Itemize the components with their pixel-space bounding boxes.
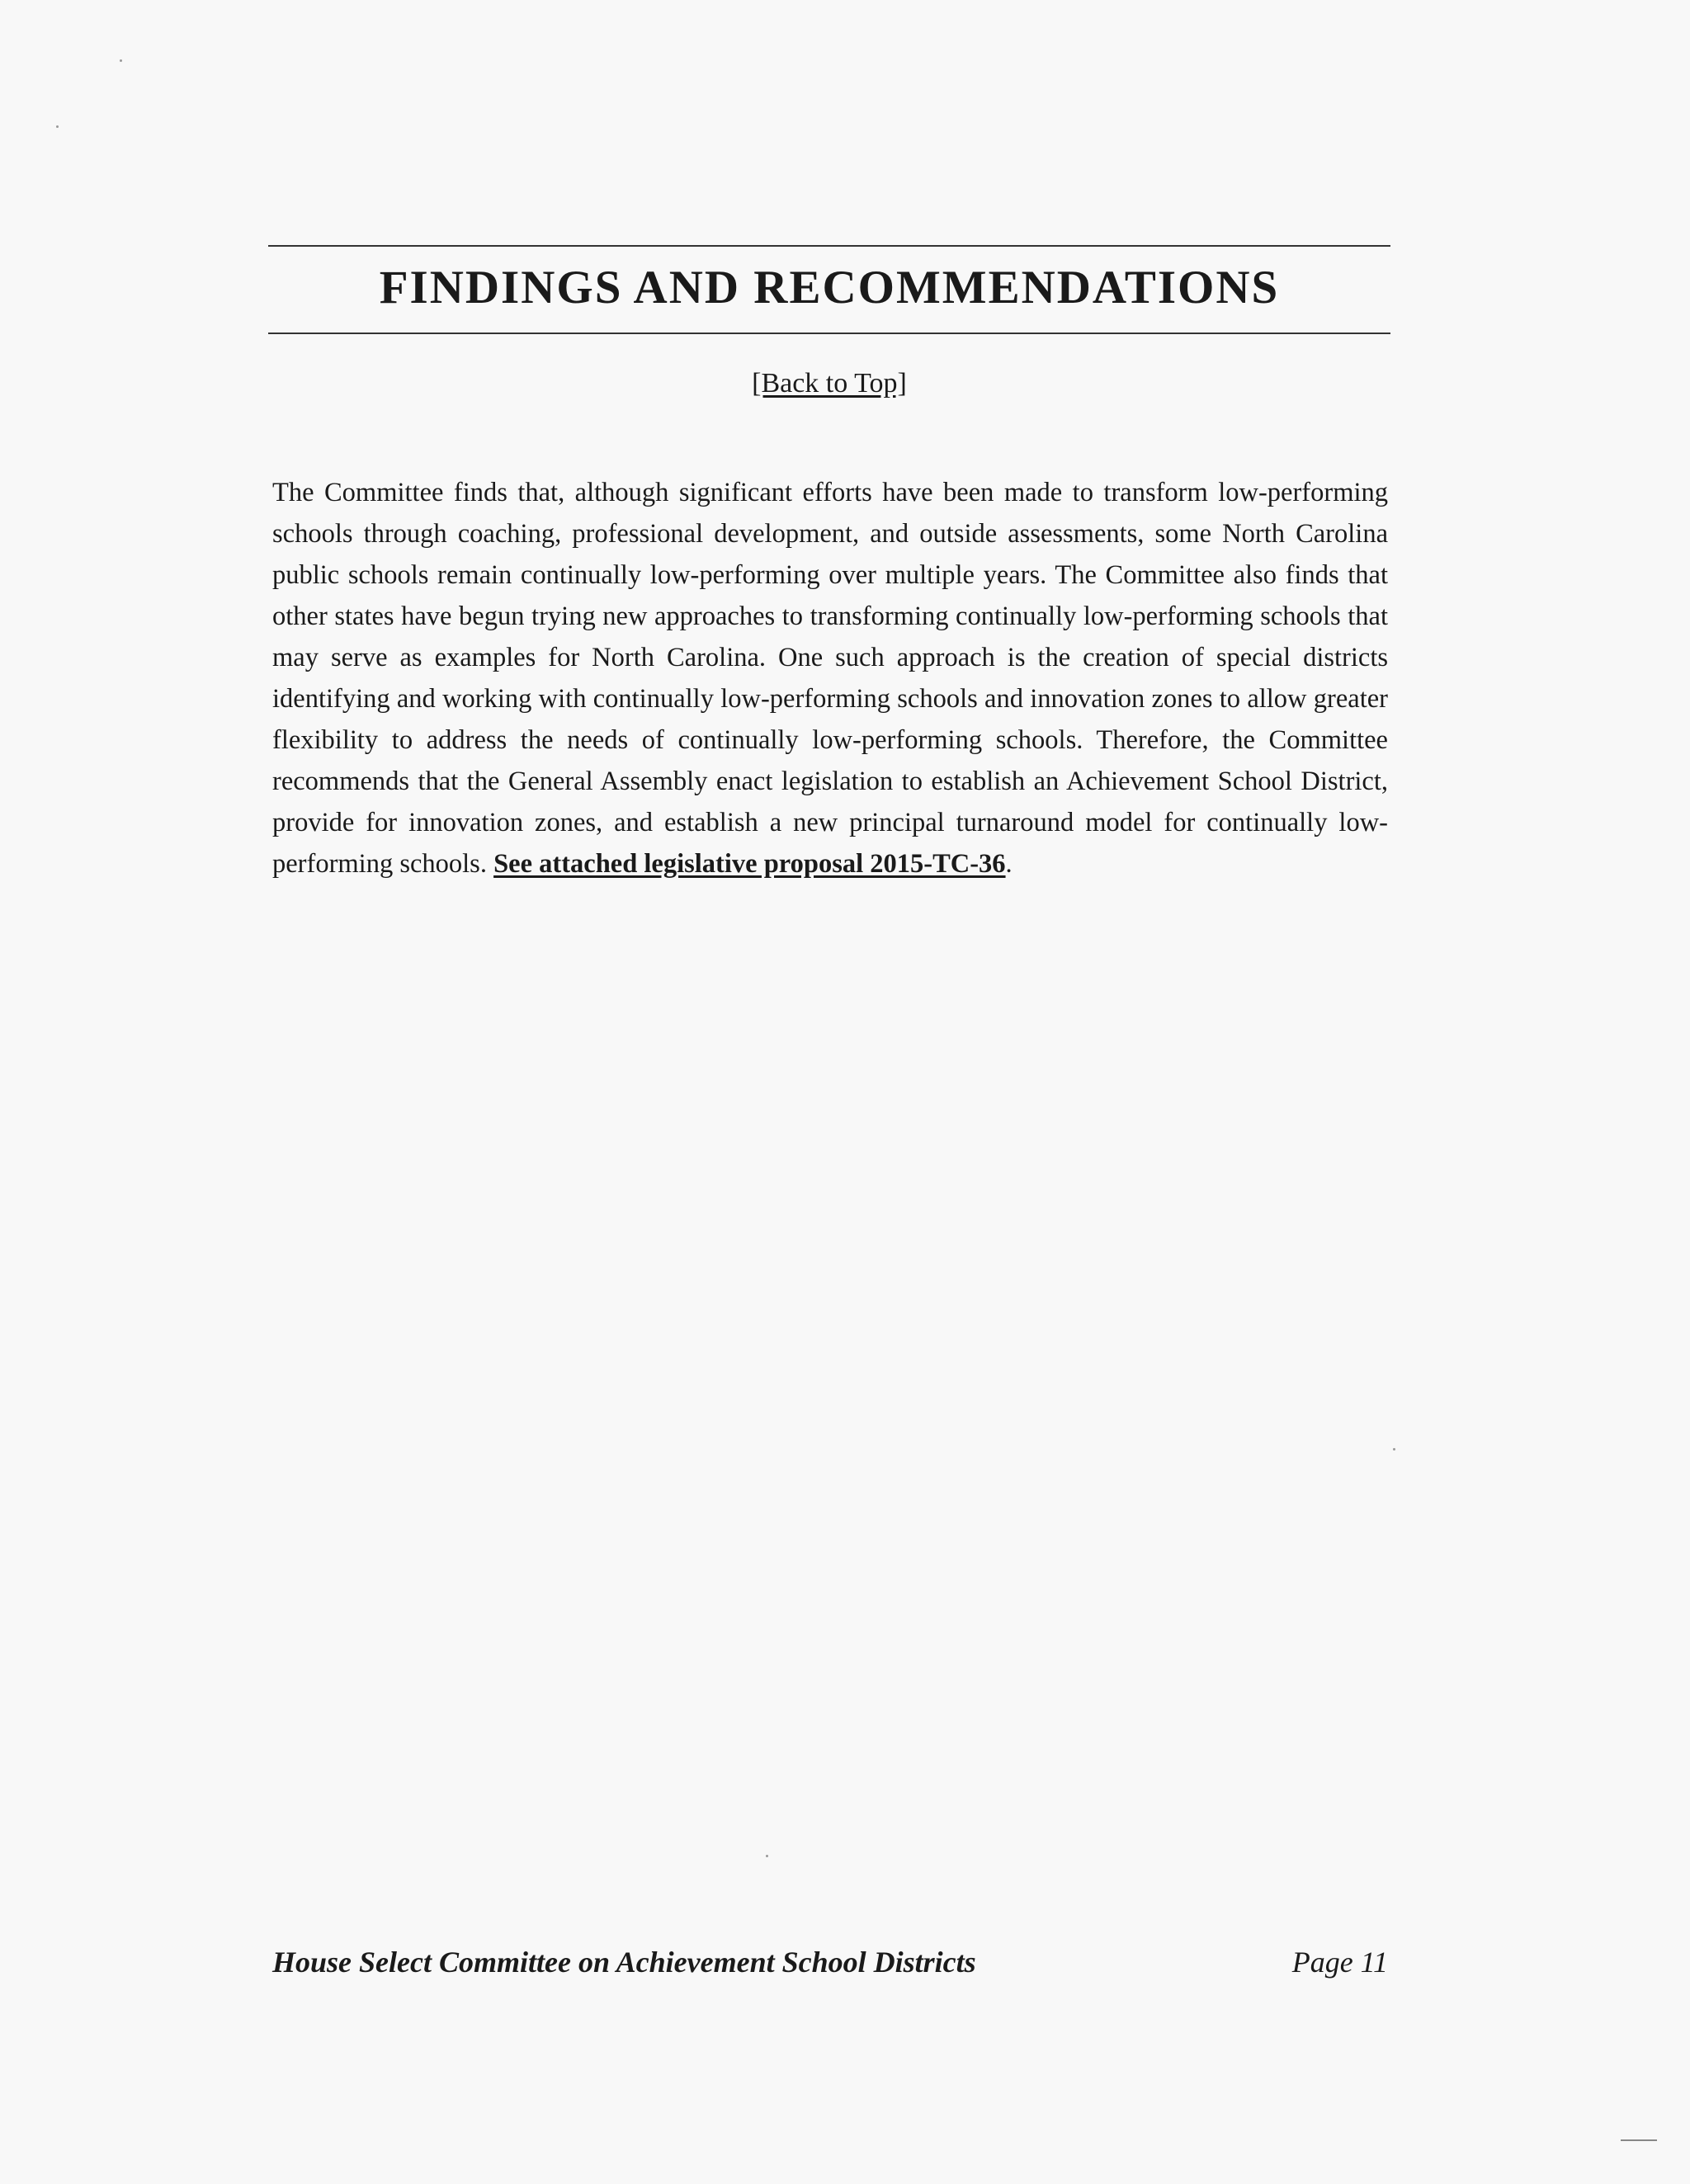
legislative-proposal-link[interactable]: See attached legislative proposal 2015-TC-36 <box>493 849 1006 879</box>
page-footer <box>272 1945 1388 1986</box>
scan-corner-mark <box>1621 2139 1657 2141</box>
scan-speck <box>766 1855 768 1857</box>
back-to-top <box>268 366 1390 402</box>
paragraph-end: . <box>1005 849 1013 879</box>
scan-speck <box>1393 1448 1395 1450</box>
header-bottom-rule <box>268 333 1390 334</box>
footer-title: House Select Committee on Achievement School Districts <box>272 1946 976 1979</box>
scan-speck <box>120 59 122 62</box>
scan-speck <box>56 125 59 128</box>
header-top-rule <box>268 245 1390 247</box>
findings-text: The Committee finds that, although significant efforts have been made to transform low-performing schools through coaching, professional development, and outside assessments, some North Carolina public schools remain continually low-performing over multiple years. The Committee also finds that other states have begun trying new approaches to transforming continually low-performing schools that may serve as examples for North Carolina. One such approach is the creation of special districts identifying and working with continually low-performing schools and innovation zones to allow greater flexibility to address the needs of continually low-performing schools. Therefore, the Committee recommends that the General Assembly enact legislation to establish an Achievement School District, provide for innovation zones, and establish a new principal turnaround model for continually low-performing schools. <box>272 478 1388 879</box>
section-title: FINDINGS AND RECOMMENDATIONS <box>379 262 1280 314</box>
page-number: Page 11 <box>1291 1946 1388 1979</box>
back-to-top-link[interactable]: [Back to Top] <box>752 368 907 399</box>
findings-paragraph <box>272 472 1388 884</box>
